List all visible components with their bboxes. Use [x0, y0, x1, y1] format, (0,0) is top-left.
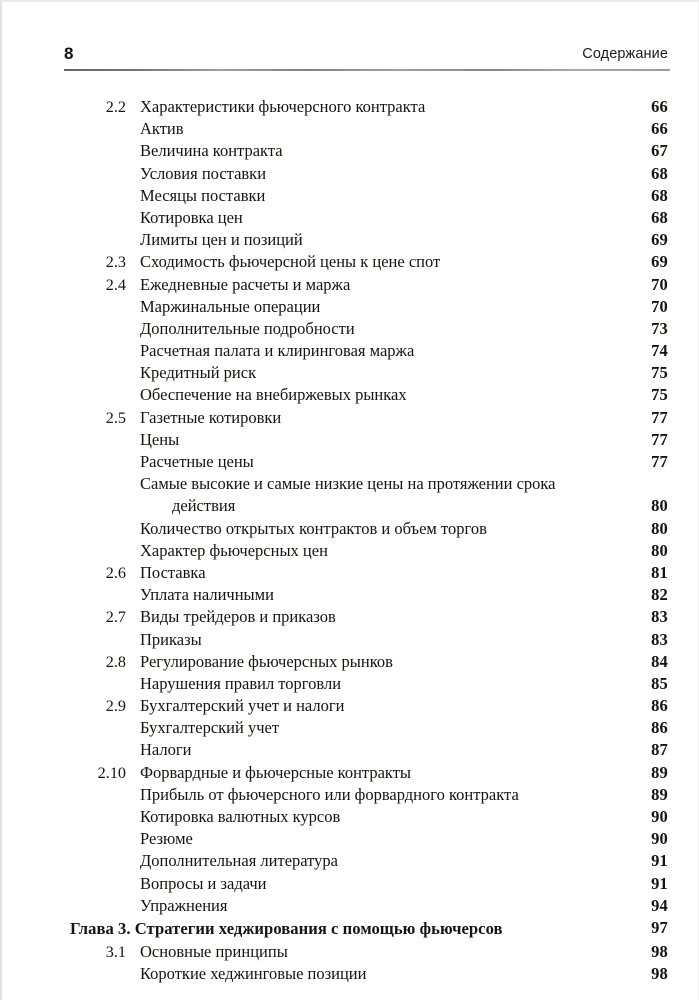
toc-entry-title: Актив [140, 119, 184, 139]
toc-page-number: 83 [651, 607, 668, 627]
toc-row[interactable] [64, 629, 670, 651]
toc-page-number: 85 [651, 673, 668, 693]
toc-row[interactable] [64, 451, 670, 473]
toc-row[interactable] [64, 296, 670, 318]
toc-row[interactable] [64, 229, 670, 251]
toc-entry-title: Количество открытых контрактов и объем торгов [140, 518, 487, 538]
toc-entry-title: Характер фьючерсных цен [140, 540, 328, 560]
toc-row[interactable] [64, 362, 670, 384]
toc-page-number: 80 [651, 540, 668, 560]
toc-page-number: 77 [651, 452, 668, 471]
toc-row[interactable] [64, 274, 670, 296]
toc-row[interactable] [64, 96, 670, 118]
toc-row[interactable] [64, 407, 670, 429]
toc-row[interactable] [64, 140, 670, 162]
toc-page-number: 86 [651, 718, 668, 738]
toc-row[interactable] [64, 850, 670, 872]
toc-row[interactable] [64, 163, 670, 185]
toc-page-number: 83 [651, 629, 668, 649]
toc-page-number: 74 [651, 341, 668, 361]
running-head [64, 44, 670, 72]
toc-entry-title: Налоги [140, 740, 192, 760]
page-folio: 8 [64, 44, 74, 63]
toc-entry-title: Приказы [140, 629, 202, 649]
toc-row[interactable] [64, 318, 670, 340]
toc-page-number: 66 [651, 119, 668, 139]
toc-row[interactable] [64, 651, 670, 673]
toc-page-number: 68 [651, 185, 668, 205]
toc-section-number: 2.4 [105, 275, 126, 294]
toc-row[interactable] [64, 185, 670, 207]
toc-section-number: 3.1 [105, 942, 126, 961]
toc-entry-title: Уплата наличными [140, 585, 274, 605]
toc-page-number: 77 [651, 407, 668, 427]
toc-page-number: 75 [651, 363, 668, 383]
toc-entry-title: Лимиты цен и позиций [140, 230, 303, 250]
toc-entry-title: Основные принципы [140, 941, 288, 961]
toc-page-number: 69 [651, 230, 668, 250]
toc-entry-title: Короткие хеджинговые позиции [140, 964, 367, 984]
toc-page-number: 70 [651, 296, 668, 316]
toc-page-number: 69 [651, 252, 668, 272]
toc-row[interactable] [64, 384, 670, 406]
toc-entry-title: Расчетная палата и клиринговая маржа [140, 341, 415, 361]
toc-page-number: 80 [651, 496, 668, 516]
toc-page-number: 73 [651, 318, 668, 338]
toc-row[interactable] [64, 340, 670, 362]
toc-page-number: 67 [651, 141, 668, 161]
toc-entry-title: Форвардные и фьючерсные контракты [140, 762, 411, 782]
toc-section-number: 2.8 [105, 652, 126, 671]
toc-entry-title: Кредитный риск [140, 363, 257, 383]
toc-section-number: 2.9 [105, 697, 126, 716]
toc-page-number: 77 [651, 429, 668, 449]
toc-page-number: 87 [651, 740, 668, 760]
toc-row[interactable] [64, 806, 670, 828]
toc-row[interactable] [64, 118, 670, 140]
toc-row[interactable] [64, 473, 670, 495]
toc-page-number: 89 [651, 784, 668, 804]
toc-entry-title: Нарушения правил торговли [140, 673, 342, 693]
toc-entry-title: Условия поставки [140, 163, 267, 183]
toc-entry-title: Прибыль от фьючерсного или форвардного контракта [140, 784, 519, 804]
toc-row[interactable] [64, 895, 670, 917]
toc-entry-title: Бухгалтерский учет [140, 718, 280, 738]
toc-section-number: 2.7 [105, 608, 126, 627]
toc-page-number: 68 [651, 207, 668, 227]
toc-page-number: 80 [651, 518, 668, 538]
toc-row[interactable] [64, 873, 670, 895]
toc-page-number: 70 [651, 274, 668, 294]
toc-entry-title: Поставка [140, 562, 206, 582]
toc-page-number: 68 [651, 163, 668, 183]
toc-row[interactable] [64, 828, 670, 850]
toc-entry-title: Расчетные цены [140, 452, 254, 471]
toc-section-number: 2.10 [97, 763, 126, 782]
toc-row[interactable] [64, 784, 670, 806]
toc-page-number: 84 [651, 651, 668, 671]
toc-row[interactable] [64, 739, 670, 761]
toc-entry-title: Характеристики фьючерсного контракта [140, 97, 426, 116]
toc-entry-title: Дополнительная литература [140, 851, 338, 871]
toc-page-number: 97 [651, 917, 668, 937]
toc-entry-title: Резюме [140, 829, 193, 849]
toc-row[interactable] [64, 606, 670, 628]
toc-chapter-row[interactable] [64, 917, 670, 941]
toc-section-number: 2.6 [105, 563, 126, 582]
toc-entry-title: Сходимость фьючерсной цены к цене спот [140, 252, 441, 272]
toc-entry-title: Упражнения [140, 895, 228, 915]
toc-entry-title: Бухгалтерский учет и налоги [140, 696, 345, 716]
toc-entry-title: Вопросы и задачи [140, 873, 267, 893]
toc-row[interactable] [64, 762, 670, 784]
toc-entry-title: Месяцы поставки [140, 185, 266, 205]
toc-page-number: 86 [651, 696, 668, 716]
table-of-contents [64, 96, 670, 985]
toc-row[interactable] [64, 207, 670, 229]
toc-page-number: 98 [651, 964, 668, 984]
toc-page-number: 82 [651, 585, 668, 605]
toc-row[interactable] [64, 941, 670, 963]
toc-page-number: 91 [651, 851, 668, 871]
toc-entry-title: Котировка валютных курсов [140, 807, 341, 826]
toc-page-number: 94 [651, 895, 668, 915]
toc-row[interactable] [64, 562, 670, 584]
toc-entry-title: Величина контракта [140, 141, 283, 161]
toc-page-number: 89 [651, 762, 668, 782]
toc-page-number: 90 [651, 807, 668, 826]
toc-entry-title: Виды трейдеров и приказов [140, 607, 336, 627]
toc-page-number: 91 [651, 873, 668, 893]
toc-entry-title: Ежедневные расчеты и маржа [140, 274, 351, 294]
toc-section-number: 2.2 [105, 98, 126, 116]
toc-page-number: 81 [651, 562, 668, 582]
toc-section-number: 2.5 [105, 408, 126, 427]
toc-entry-title: Маржинальные операции [140, 296, 321, 316]
toc-entry-title: Самые высокие и самые низкие цены на протяжении срока [140, 474, 556, 494]
toc-row[interactable] [64, 251, 670, 273]
toc-entry-title: Цены [140, 429, 180, 449]
toc-row[interactable] [64, 495, 670, 517]
header-divider [64, 69, 670, 71]
toc-row[interactable] [64, 429, 670, 451]
toc-page-number: 75 [651, 385, 668, 405]
toc-chapter-title: Глава 3. Стратегии хеджирования с помощью фьючерсов [70, 918, 503, 938]
toc-row[interactable] [64, 673, 670, 695]
toc-row[interactable] [64, 518, 670, 540]
toc-entry-title: Регулирование фьючерсных рынков [140, 651, 393, 671]
toc-row[interactable] [64, 540, 670, 562]
toc-entry-title: Обеспечение на внебиржевых рынках [140, 385, 407, 405]
toc-entry-title: Дополнительные подробности [140, 318, 355, 338]
toc-row[interactable] [64, 695, 670, 717]
toc-row[interactable] [64, 717, 670, 739]
toc-row[interactable] [64, 584, 670, 606]
toc-entry-title-continued: действия [172, 496, 236, 516]
running-head-title: Содержание [582, 46, 668, 62]
toc-page-number: 98 [651, 941, 668, 961]
toc-section-number: 2.3 [105, 253, 126, 272]
toc-entry-title: Газетные котировки [140, 407, 282, 427]
toc-row[interactable] [64, 963, 670, 985]
toc-entry-title: Котировка цен [140, 207, 243, 227]
toc-page-number: 66 [651, 97, 668, 116]
toc-page-number: 90 [651, 829, 668, 849]
